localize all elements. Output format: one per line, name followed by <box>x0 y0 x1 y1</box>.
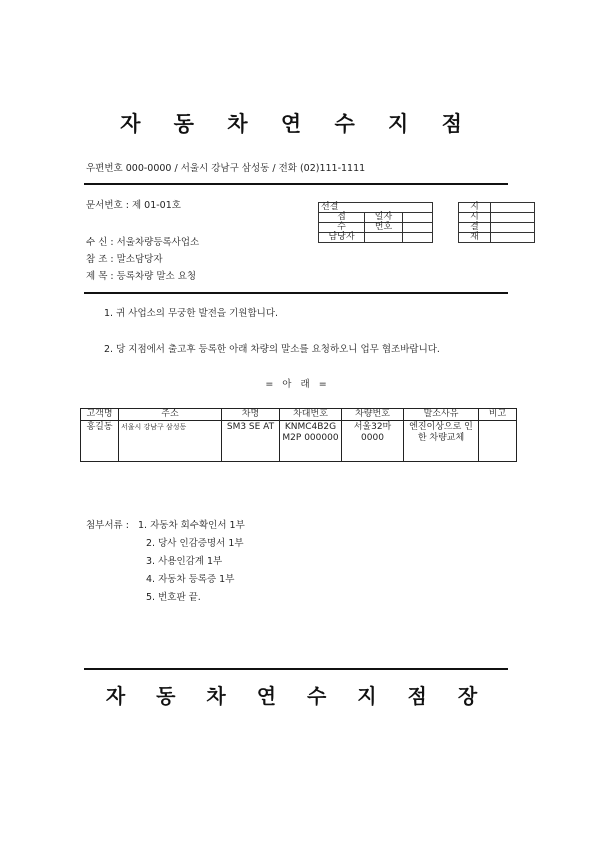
header-divider <box>84 183 508 185</box>
approval-su: 수 <box>319 223 365 233</box>
cell-customer: 홍길동 <box>81 421 119 462</box>
attachment-item: 3. 사용인감계 1부 <box>146 556 223 567</box>
col-header-address: 주소 <box>119 409 222 421</box>
approval-gyeol: 결 <box>459 223 491 233</box>
attachment-item: 1. 자동차 회수확인서 1부 <box>138 520 245 531</box>
approval-seongyeol: 선결 <box>319 203 433 213</box>
cell-vin: KNMC4B2G M2P 000000 <box>280 421 342 462</box>
cell-reason: 엔진이상으로 인한 차량교체 <box>404 421 479 462</box>
sender-address: 우편번호 000-0000 / 서울시 강남구 삼성동 / 전화 (02)111-1111 <box>86 163 366 174</box>
document-number: 문서번호 : 제 01-01호 <box>86 200 181 211</box>
approval-blank <box>433 203 459 223</box>
cell-model: SM3 SE AT <box>222 421 280 462</box>
approval-si: 시 <box>459 213 491 223</box>
cell-remarks <box>479 421 517 462</box>
approval-jeop: 접 <box>319 213 365 223</box>
attachment-item: 2. 당사 인감증명서 1부 <box>146 538 244 549</box>
col-header-model: 차명 <box>222 409 280 421</box>
approval-beonho: 번호 <box>365 223 403 233</box>
col-header-reason: 말소사유 <box>404 409 479 421</box>
footer-divider <box>84 668 508 670</box>
attachments-label: 첨부서류 : <box>86 520 129 531</box>
attachment-item: 5. 번호판 끝. <box>146 592 201 603</box>
approval-ilja: 일자 <box>365 213 403 223</box>
approval-damdangja: 담당자 <box>319 233 365 243</box>
paragraph-2: 2. 당 지점에서 출고후 등록한 아래 차량의 말소를 요청하오니 업무 협조바랍니다. <box>104 344 440 355</box>
col-header-vin: 차대번호 <box>280 409 342 421</box>
attachment-item: 4. 자동차 등록증 1부 <box>146 574 235 585</box>
recipient-line: 수 신 : 서울차량등록사업소 <box>86 237 200 248</box>
col-header-remarks: 비고 <box>479 409 517 421</box>
col-header-customer: 고객명 <box>81 409 119 421</box>
col-header-plate: 차량번호 <box>342 409 404 421</box>
cell-address: 서울시 강남구 삼성동 <box>119 421 222 462</box>
signature-title: 자 동 차 연 수 지 점 장 <box>105 684 490 708</box>
paragraph-1: 1. 귀 사업소의 무궁한 발전을 기원합니다. <box>104 308 279 319</box>
table-row <box>81 421 517 462</box>
reference-line: 참 조 : 말소담당자 <box>86 254 163 265</box>
subject-line: 제 목 : 등록차량 말소 요청 <box>86 271 197 282</box>
approval-stamp-box <box>318 202 535 243</box>
notice-heading: = 아 래 = <box>265 379 330 390</box>
approval-jae: 재 <box>459 233 491 243</box>
subject-divider <box>84 292 508 294</box>
vehicle-table <box>80 408 517 462</box>
approval-ji: 지 <box>459 203 491 213</box>
document-title: 자 동 차 연 수 지 점 <box>120 112 475 136</box>
cell-plate: 서울32마 0000 <box>342 421 404 462</box>
